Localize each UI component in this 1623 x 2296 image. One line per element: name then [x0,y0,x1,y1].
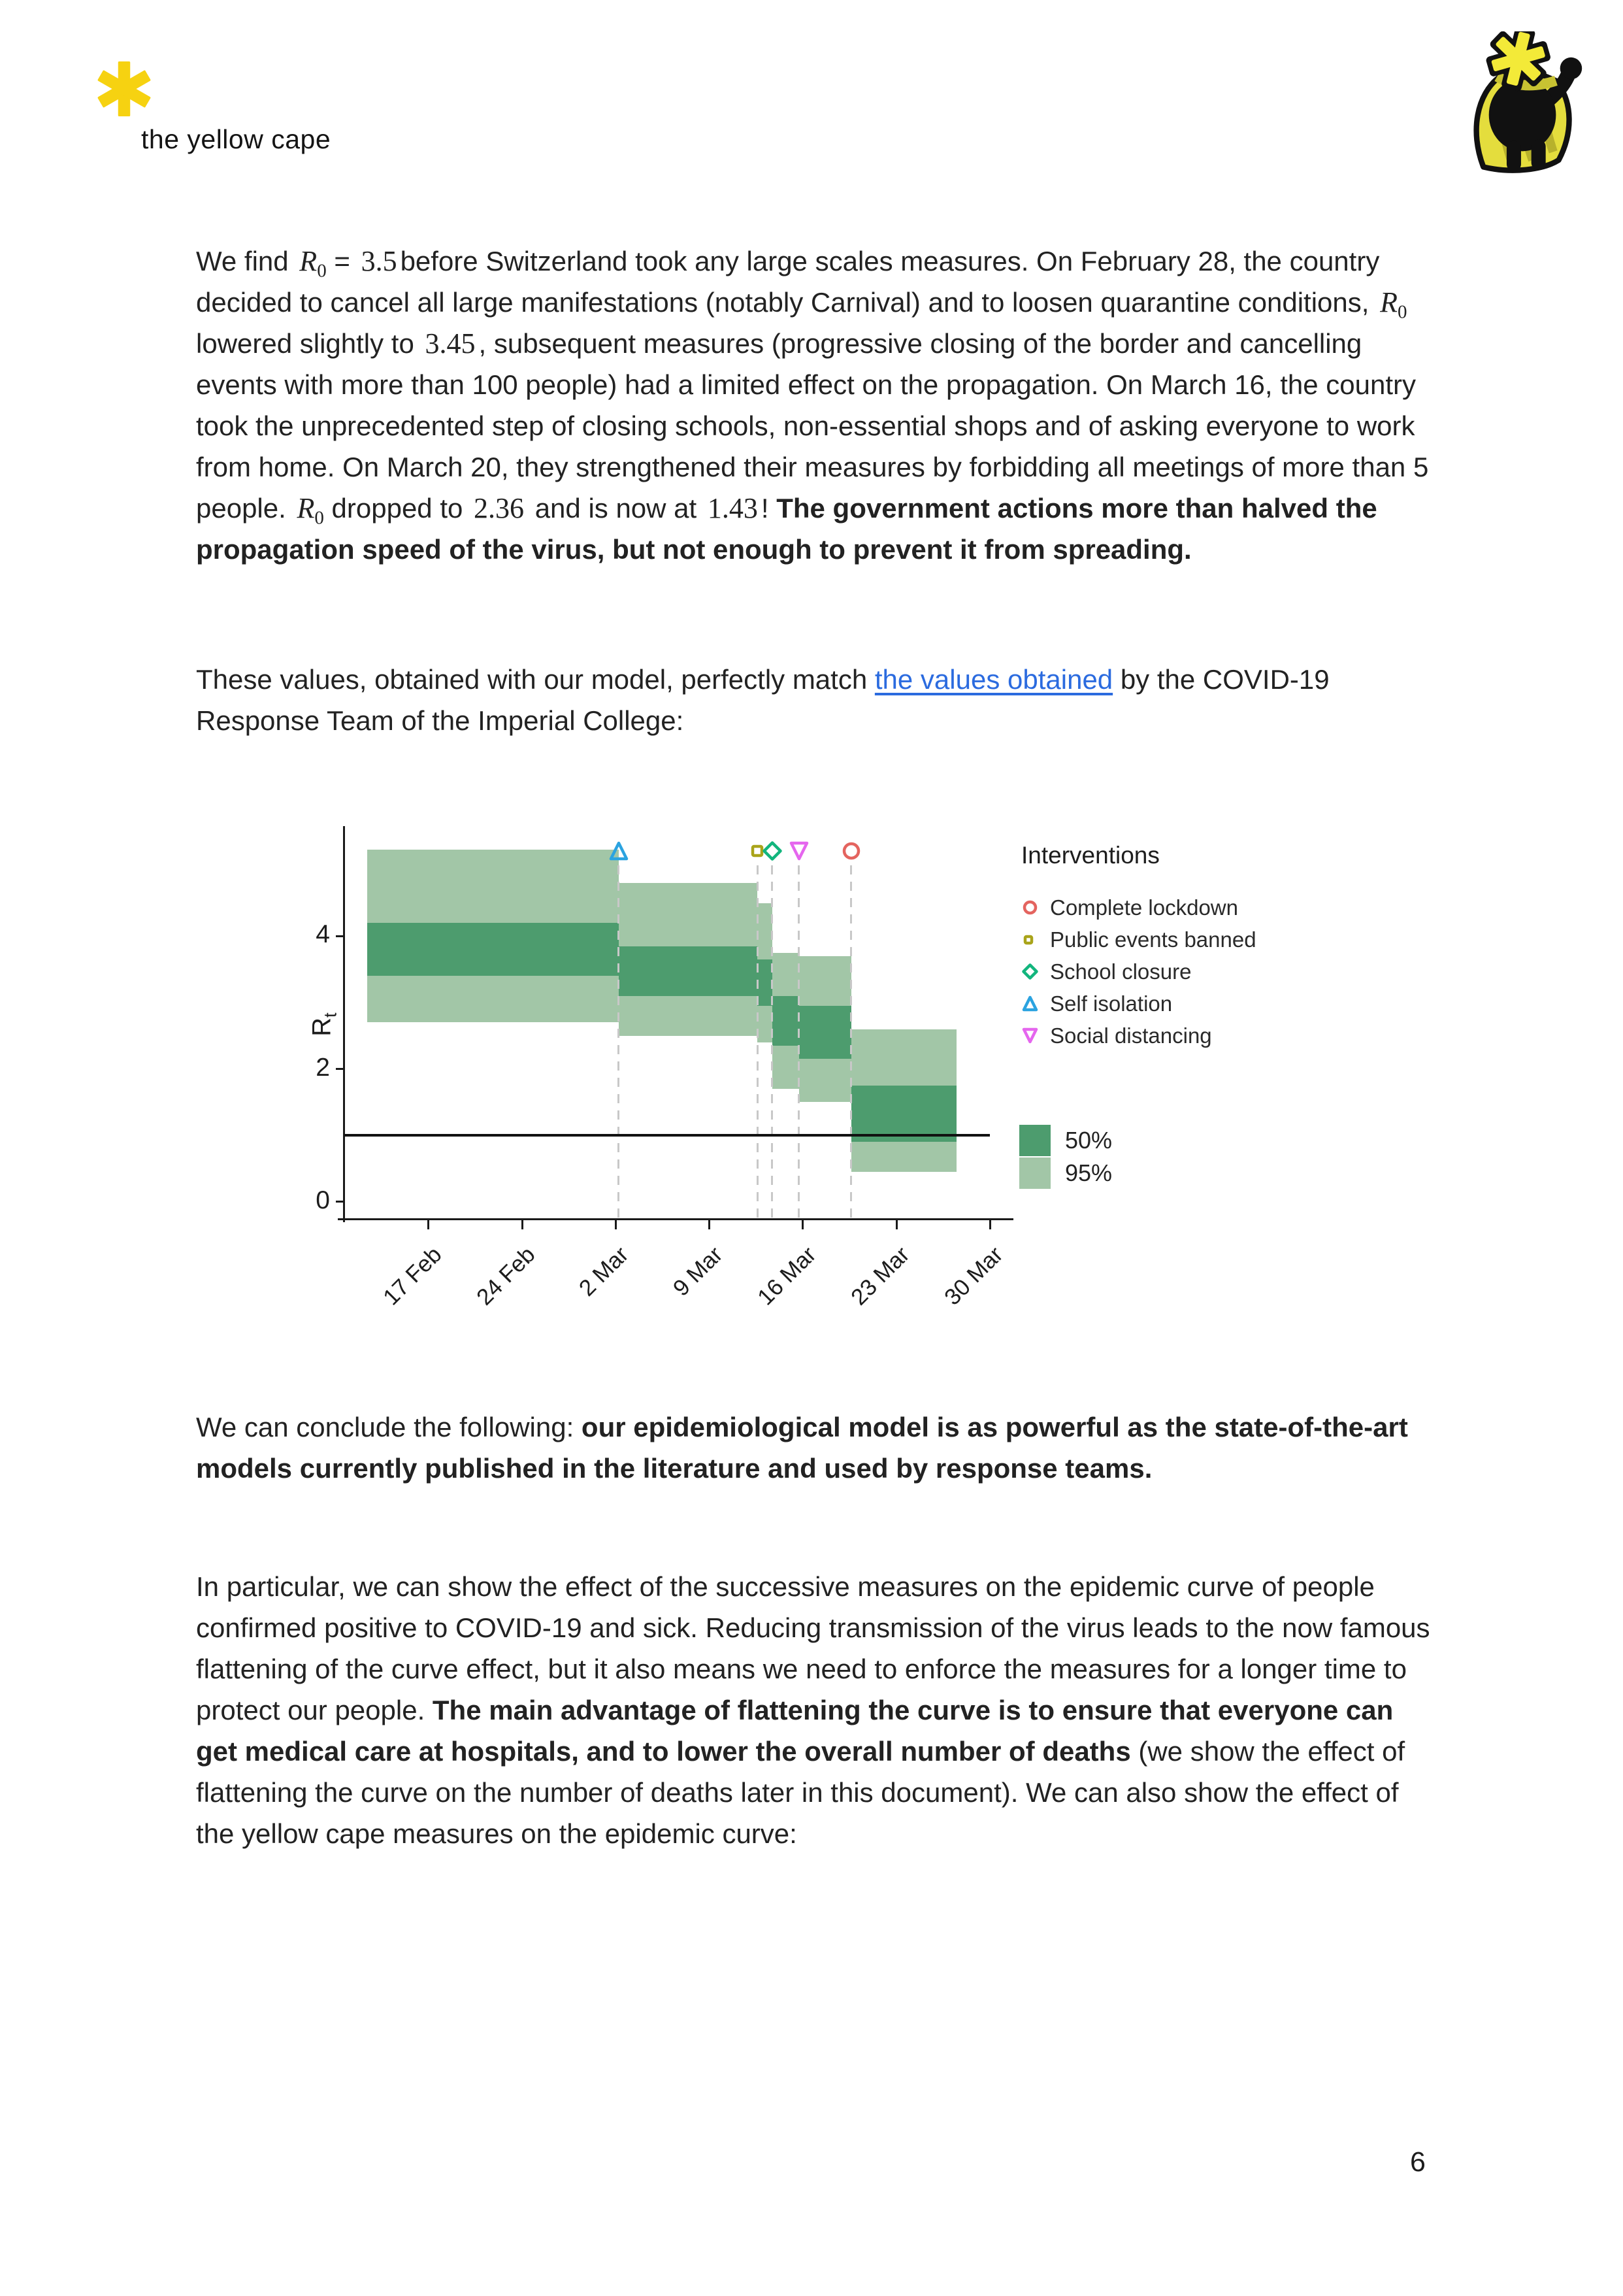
brand-wordmark: the yellow cape [141,124,331,154]
mascot-fist [1560,58,1582,80]
math-subscript: 0 [314,507,324,529]
x-tick-label: 30 Mar [940,1242,1009,1310]
x-tick-label: 23 Mar [846,1242,915,1310]
ci-band-legend-row [1019,1124,1112,1157]
circle-intervention-marker [841,840,862,861]
legend-item [1021,988,1256,1020]
ci-band-label: 50% [1065,1127,1113,1154]
math-variable: R [297,492,315,524]
ci-band-swatch [1019,1125,1051,1156]
ci50-band [772,996,799,1046]
chart-plot-area [307,830,1009,1310]
x-axis-line [338,1218,1013,1220]
ci50-band [757,959,772,1006]
rt-interventions-chart [294,810,1339,1353]
legend-item-label: Self isolation [1050,991,1173,1016]
text-run: by the COVID-19 Response Team of the Imperial College: [196,664,1330,736]
x-tick-label: 17 Feb [378,1242,447,1310]
y-tick-label: 2 [316,1053,330,1082]
paragraph-conclusion [196,1406,1432,1489]
text-run: These values, obtained with our model, perfectly match [196,664,875,695]
legend-item-label: Complete lockdown [1050,895,1238,920]
legend-item-label: School closure [1050,959,1192,984]
x-tick-label: 24 Feb [472,1242,540,1310]
text-run: We find [196,246,297,276]
text-run: before Switzerland took any large scales measures. On February 28, the country decided to cancel all large manifestations (notably Carnival) and to loosen quarantine conditions, [196,246,1380,318]
paragraph-flattening-curve [196,1566,1432,1854]
math-number: 1.43 [707,492,758,524]
legend-title: Interventions [1021,842,1160,869]
interventions-legend [1021,842,1256,1052]
yellow-asterisk-logo [97,58,152,120]
y-tick-label: 0 [316,1186,330,1214]
legend-item [1021,923,1256,956]
intervention-dashed-line [757,865,759,1218]
math-subscript: 0 [1397,301,1407,323]
text-run: , subsequent measures (progressive closing of the border and cancelling events with more than 100 people) had a limited effect on the propagation. On March 16, the country took the unprecedented step of closing schools, non-essential shops and of asking everyone to work from home. On March 20, they strengthened their measures by forbidding all meetings of more than 5 people. [196,328,1429,524]
x-tick-label: 2 Mar [574,1242,634,1301]
x-axis-tick [802,1220,804,1229]
page-number: 6 [1410,2146,1426,2178]
y-tick-label: 4 [316,920,330,949]
x-tick-label: 16 Mar [752,1242,821,1310]
text-run: = [326,246,358,276]
square-icon [1021,933,1050,947]
bold-text-run: The government actions more than halved the propagation speed of the virus, but not enough to prevent it from spreading. [196,493,1377,565]
math-subscript: 0 [317,260,327,282]
text-run: ! [761,493,777,524]
text-run: We can conclude the following: [196,1412,582,1442]
text-run: lowered slightly to [196,328,422,359]
x-axis-tick [427,1220,429,1229]
legend-item-label: Social distancing [1050,1023,1212,1048]
diamond-icon [1021,963,1050,980]
math-number: 2.36 [474,492,525,524]
x-axis-tick [615,1220,617,1229]
math-number: 3.45 [425,327,476,359]
intervention-dashed-line [771,865,773,1218]
legend-item [1021,956,1256,988]
x-axis-tick [896,1220,898,1229]
x-tick-label: 9 Mar [668,1242,728,1301]
triangle-down-icon [1021,1027,1050,1044]
text-run: and is now at [527,493,704,524]
x-axis-tick [708,1220,710,1229]
math-number: 3.5 [361,245,397,277]
y-axis-tick [336,1201,344,1203]
text-run: dropped to [323,493,471,524]
math-variable: R [1380,286,1398,318]
mascot-leg [1507,141,1521,171]
y-axis-tick [336,1068,344,1070]
triangle-down-intervention-marker [789,840,810,861]
intervention-dashed-line [850,865,852,1218]
paragraph-imperial-college [196,659,1432,741]
triangle-up-intervention-marker [608,840,629,861]
circle-icon [1021,899,1050,916]
diamond-intervention-marker [762,840,783,861]
bold-text-run: our epidemiological model is as powerful as the state-of-the-art models currently published in the literature and used by response teams. [196,1412,1408,1484]
y-axis-label: $R_t$ [307,1012,340,1037]
rt-one-reference-line [344,1134,990,1137]
ci-band-swatch [1019,1157,1051,1189]
x-axis-tick [989,1220,991,1229]
bold-text-run: The main advantage of flattening the curve is to ensure that everyone can get medical care at hospitals, and to lower the overall number of deaths [196,1695,1394,1767]
paragraph-r0-findings [196,241,1432,570]
legend-item-label: Public events banned [1050,927,1256,952]
legend-item [1021,891,1256,923]
yellow-cape-mascot [1452,31,1592,175]
ci50-band [799,1006,851,1059]
inline-link[interactable]: the values obtained [874,664,1113,695]
legend-item [1021,1020,1256,1052]
ci-bands-legend [1019,1124,1112,1190]
triangle-up-icon [1021,995,1050,1012]
text-run: In particular, we can show the effect of the successive measures on the epidemic curve of people confirmed positive to COVID-19 and sick. Reducing transmission of the virus leads to the now famous flattening of the curve effect, but it also means we need to enforce the measures for a longer time to protect our people. [196,1571,1430,1725]
math-variable: R [299,245,318,277]
ci-band-legend-row [1019,1157,1112,1190]
intervention-dashed-line [798,865,800,1218]
intervention-dashed-line [617,865,619,1218]
text-run: (we show the effect of flattening the curve on the number of deaths later in this document). We can also show the effect of the yellow cape measures on the epidemic curve: [196,1736,1405,1849]
mascot-leg [1532,140,1546,170]
x-axis-tick [521,1220,523,1229]
ci-band-label: 95% [1065,1159,1113,1186]
ci50-band [619,946,758,996]
y-axis-line [343,826,345,1222]
y-axis-tick [336,935,344,937]
ci50-band [367,923,619,976]
